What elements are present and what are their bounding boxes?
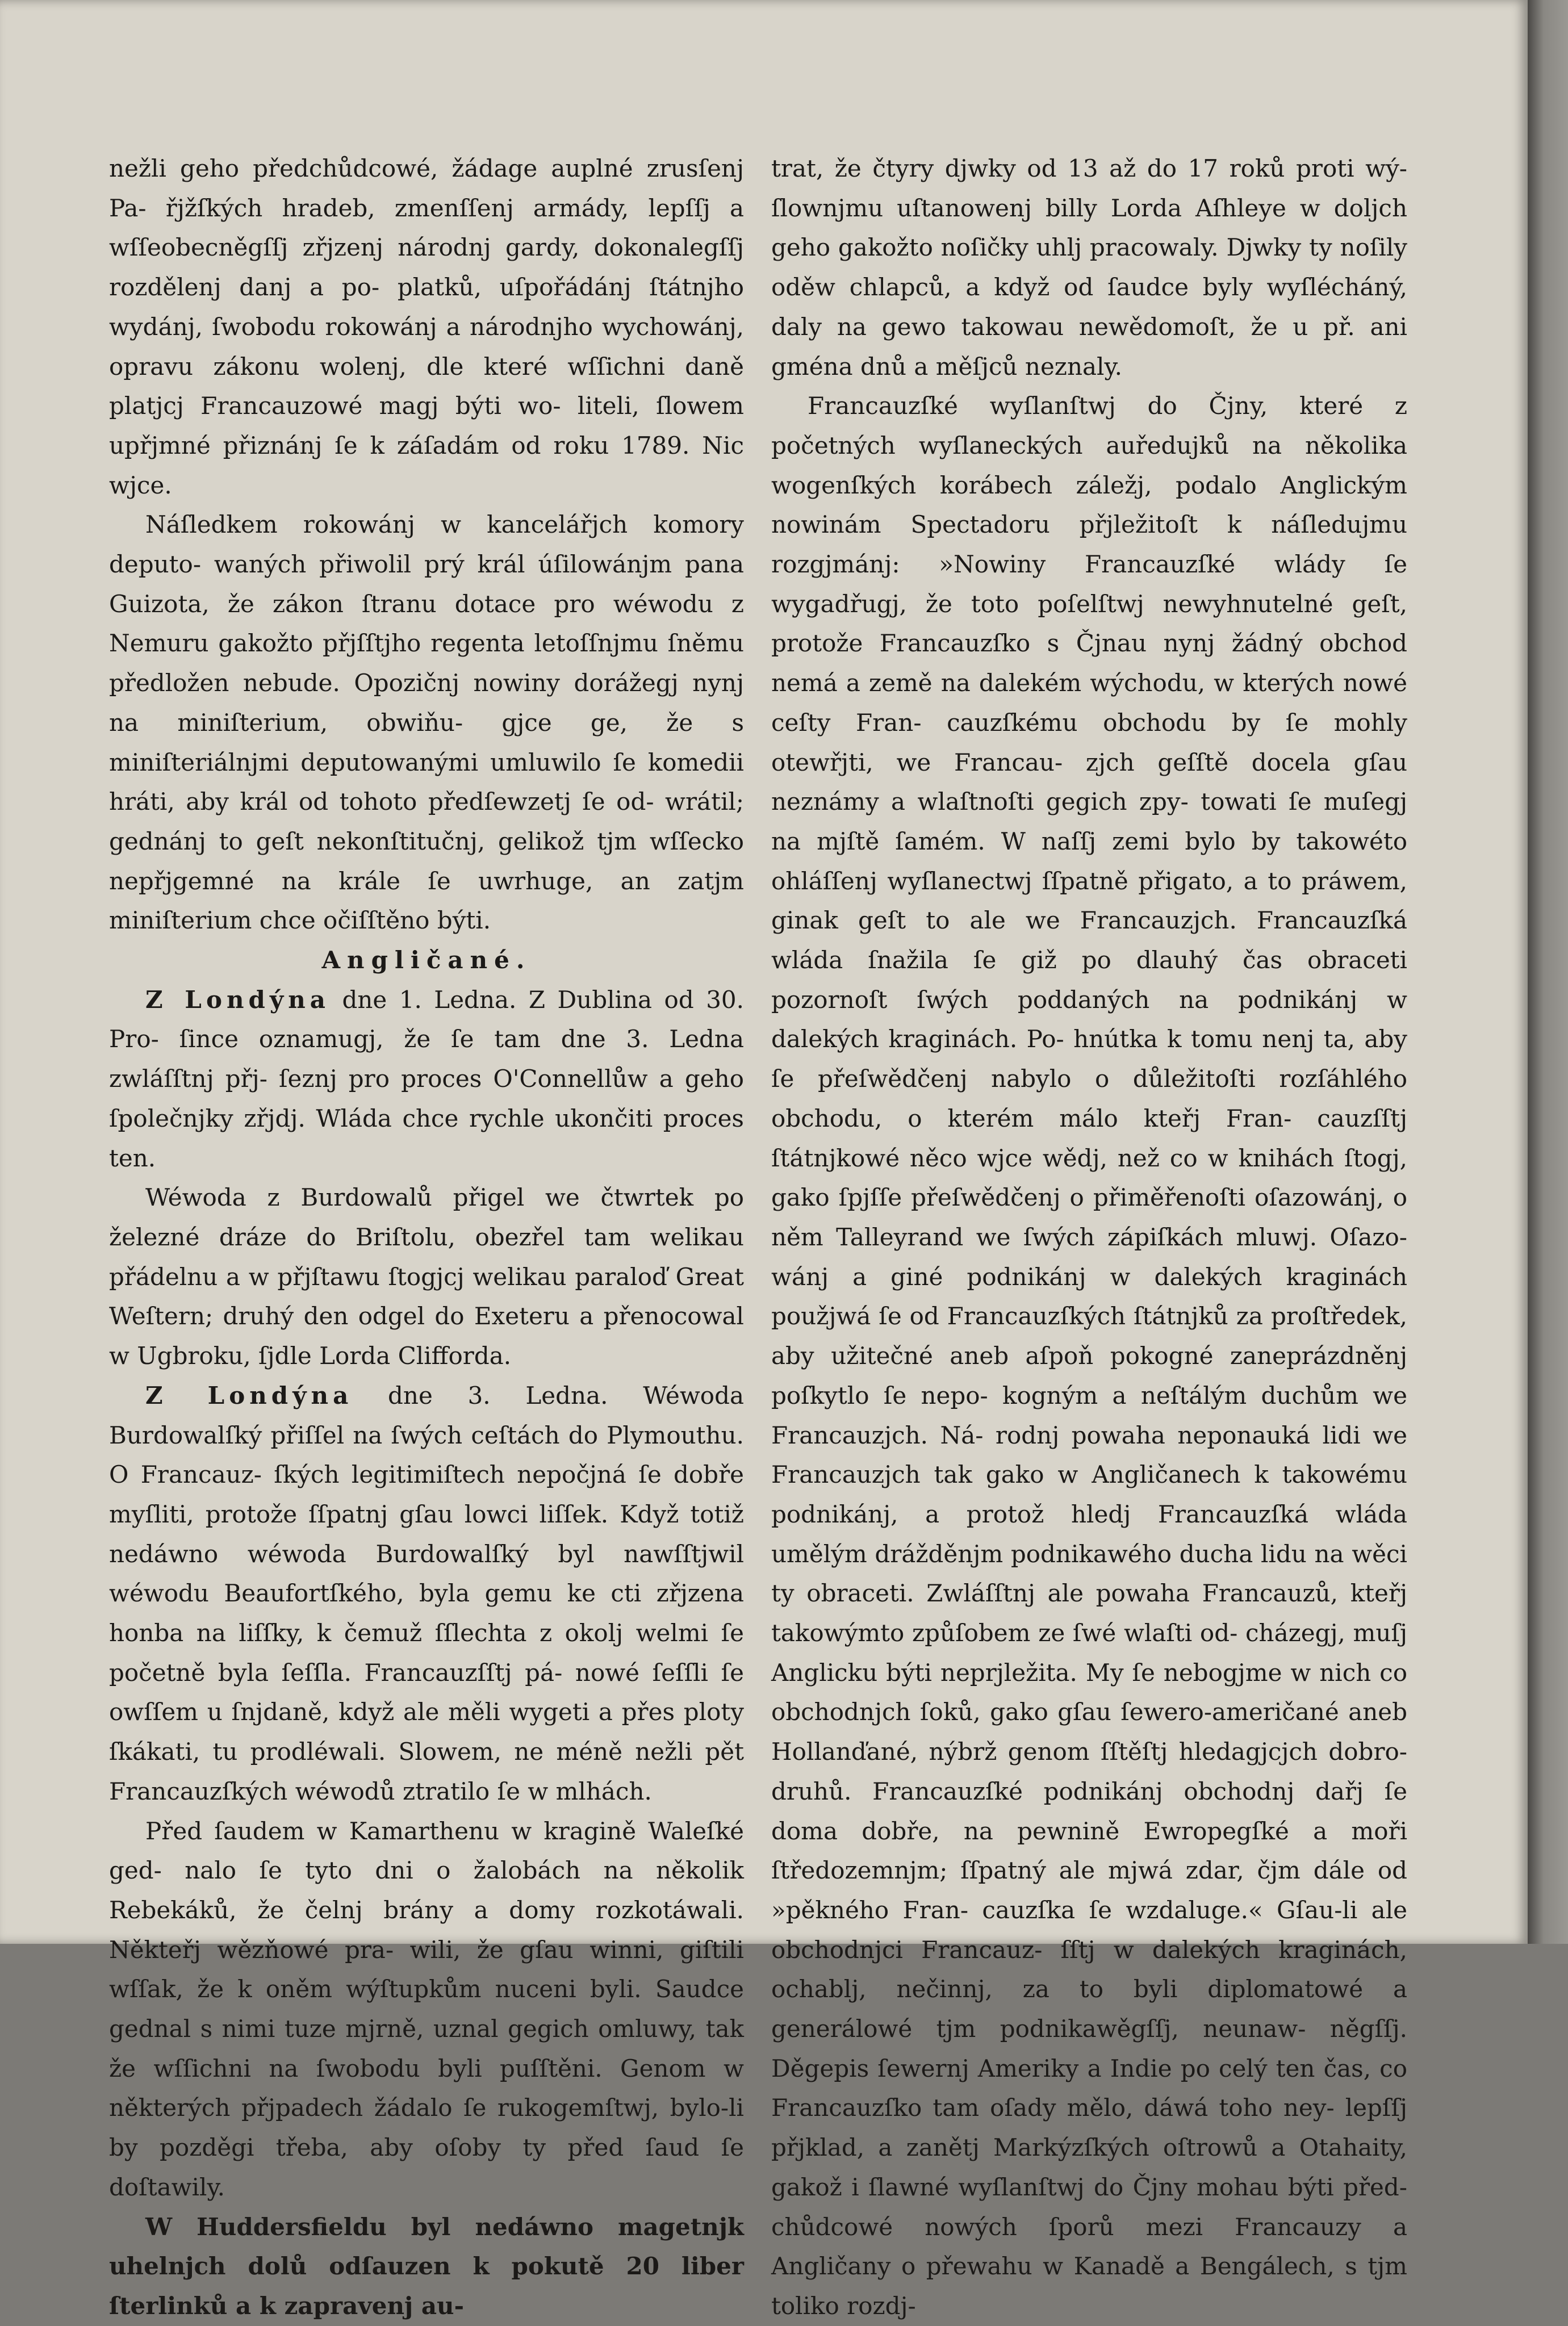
- right-column: [771, 149, 1407, 2320]
- left-column: [109, 149, 744, 2320]
- paragraph-continuation: trat, že čtyry djwky od 13 až do 17 roků proti wý- ſlownjmu uſtanowenj billy Lorda Aſhleye w doljch geho gakožto noſičky uhlj pracowaly. Djwky ty noſily oděw chlapců, a když od ſaudce byly wyſlécháný, daly na gewo takowau newědomoſt, že u př. ani gména dnů a měſjců neznaly.: [771, 154, 1407, 380]
- dateline-place: Z Londýna: [145, 985, 331, 1014]
- paragraph-french-embassy-china: Francauzſké wyſlanſtwj do Čjny, které z početných wyſlaneckých auředujků na několika wogenſkých korábech záležj, podalo Anglickým nowinám Spectadoru přjležitoſt k náſledujmu rozgjmánj: »Nowiny Francauzſké wlády ſe wygadřugj, že toto poſelſtwj newyhnutelné geſt, protože Francauzſko s Čjnau nynj žádný obchod nemá a země na dalekém wýchodu, w kterých nowé ceſty Fran- cauzſkému obchodu by ſe mohly otewřjti, we Francau- zjch geſſtě docela gſau neznámy a wlaſtnoſti gegich zpy- towati ſe muſegj na mjſtě ſamém. W naſſj zemi bylo by takowéto ohláſſenj wyſlanectwj ſſpatně přigato, a to práwem, ginak geſt to ale we Francauzjch. Francauzſká wláda ſnažila ſe giž po dlauhý čas obraceti pozornoſt ſwých poddaných na podnikánj w dalekých kraginách. Po- hnútka k tomu nenj ta, aby ſe přeſwědčenj nabylo o důležitoſti rozſáhlého obchodu, o kterém málo kteřj Fran- cauzſſtj ſtátnjkowé něco wjce wědj, než co w knihách ſtogj, gako ſpjſſe přeſwědčenj o přiměřenoſti oſazowánj, o něm Talleyrand we ſwých zápiſkách mluwj. Oſazo- wánj a giné podnikánj w dalekých kraginách použjwá ſe od Francauzſkých ſtátnjků za proſtředek, aby užitečné aneb aſpoň pokogné zaneprázdněnj poſkytlo ſe nepo- kogným a neſtálým duchům we Francauzjch. Ná- rodnj powaha neponauká lidi we Francauzjch tak gako w Angličanech k takowému podnikánj, a protož hledj Francauzſká wláda umělým drážděnjm podnikawého ducha lidu na wěci ty obraceti. Zwláſſtnj ale powaha Francauzů, kteřj takowýmto způſobem ze ſwé wlaſti od- cházegj, muſj Anglicku býti neprjležita. My ſe nebogjme w nich co obchodnjch ſoků, gako gſau ſewero-američané aneb Hollanďané, nýbrž genom ſſtěſtj hledagjcjch dobro- druhů. Francauzſké podnikánj obchodnj dařj ſe doma dobře, na pewnině Ewropegſké a moři ſtředozemnjm; ſſpatný ale mjwá zdar, čjm dále od »pěkného Fran- cauzſka ſe wzdaluge.« Gſau-li ale obchodnjci Francauz- ſſtj w dalekých kraginách, ochablj, nečinnj, za to byli diplomatowé a generálowé tjm podnikawěgſſj, neunaw- něgſſj. Děgepis ſewernj Ameriky a Indie po celý ten čas, co Francauzſko tam oſady mělo, dáwá toho ney- lepſſj přjklad, a zanětj Markýzſkých oſtrowů a Otahaity, gakož i ſlawné wyſlanſtwj do Čjny mohau býti před- chůdcowé nowých ſporů mezi Francauzy a Angličany o přewahu w Kanadě a Bengálech, s tjm toliko rozdj-: [771, 392, 1407, 2320]
- dateline-text: dne 1. Ledna. Z Dublina od 30. Pro- ſince oznamugj, že ſe tam dne 3. Ledna zwláſſtnj přj- ſeznj pro proces O'Connellůw a geho ſpolečnjky zřjdj. Wláda chce rychle ukončiti proces ten.: [109, 985, 744, 1172]
- paragraph-guizot: Náſledkem rokowánj w kancelářjch komory deputo- waných přiwolil prý král úſilowánjm pana Guizota, že zákon ſtranu dotace pro wéwodu z Nemuru gakožto přjſſtjho regenta letoſſnjmu ſněmu předložen nebude. Opozičnj nowiny dorážegj nynj na miniſterium, obwiňu- gjce ge, že s miniſteriálnjmi deputowanými umluwilo ſe komedii hráti, aby král od tohoto předſewzetj ſe od- wrátil; gednánj to geſt nekonſtitučnj, gelikož tjm wſſecko nepřjgemné na krále ſe uwrhuge, an zatjm miniſterium chce očiſſtěno býti.: [109, 511, 744, 935]
- dateline-place: Z Londýna: [145, 1381, 353, 1409]
- paragraph-carmarthen-court: Před ſaudem w Kamarthenu w kragině Waleſké ged- nalo ſe tyto dni o žalobách na několik Rebekáků, že čelnj brány a domy rozkotáwali. Někteřj wězňowé pra- wili, že gſau winni, giſtili wſſak, že k oněm wýſtupkům nuceni byli. Saudce gednal s nimi tuze mjrně, uznal gegich omluwy, tak že wſſichni na ſwobodu byli puſſtěni. Genom w některých přjpadech žádalo ſe rukogemſtwj, bylo-li by pozděgi třeba, aby oſoby ty před ſaud ſe doſtawily.: [109, 1817, 744, 2201]
- paragraph-duke-bristol: Wéwoda z Burdowalů přigel we čtwrtek po železné dráze do Briſtolu, obezřel tam welikau přádelnu a w přjſtawu ſtogjcj welikau paraloď Great Weſtern; druhý den odgel do Exeteru a přenocowal w Ugbroku, ſjdle Lorda Clifforda.: [109, 1183, 744, 1370]
- paragraph-london-jan-1: [109, 980, 744, 1178]
- paragraph-continuation: nežli geho předchůdcowé, žádage auplné zrusſenj Pa- řjžſkých hradeb, zmenſſenj armády, lepſſj a wſſeobecněgſſj zřjzenj národnj gardy, dokonalegſſj rozdělenj danj a po- platků, uſpořádánj ſtátnjho wydánj, ſwobodu rokowánj a národnjho wychowánj, opravu zákonu wolenj, dle které wſſichni daně platjcj Francauzowé magj býti wo- liteli, ſlowem upřjmné přiznánj ſe k záſadám od roku 1789. Nic wjce.: [109, 154, 744, 499]
- page-edge-shadow: [1528, 0, 1568, 1944]
- dateline-text: dne 3. Ledna. Wéwoda Burdowalſký přiſſel na ſwých ceſtách do Plymouthu. O Francauz- ſkých legitimiſtech nepočjná ſe dobře myſliti, protože ſſpatnj gſau lowci liſſek. Když totiž nedáwno wéwoda Burdowalſký byl nawſſtjwil wéwodu Beaufortſkého, byla gemu ke cti zřjzena honba na liſſky, k čemuž ſſlechta z okolj welmi ſe početně byla ſeſſla. Francauzſſtj pá- nowé ſeſſli ſe owſſem u ſnjdaně, když ale měli wygeti a přes ploty ſkákati, tu prodléwali. Slowem, ne méně nežli pět Francauzſkých wéwodů ztratilo ſe w mlhách.: [109, 1381, 744, 1805]
- paragraph-huddersfield: W Huddersfieldu byl nedáwno magetnjk uhelnjch dolů odſauzen k pokutě 20 liber ſterlinků a k zapravenj au-: [109, 2212, 744, 2320]
- section-heading-angličané: Angličané.: [321, 946, 532, 974]
- paragraph-london-jan-3: [109, 1376, 744, 1812]
